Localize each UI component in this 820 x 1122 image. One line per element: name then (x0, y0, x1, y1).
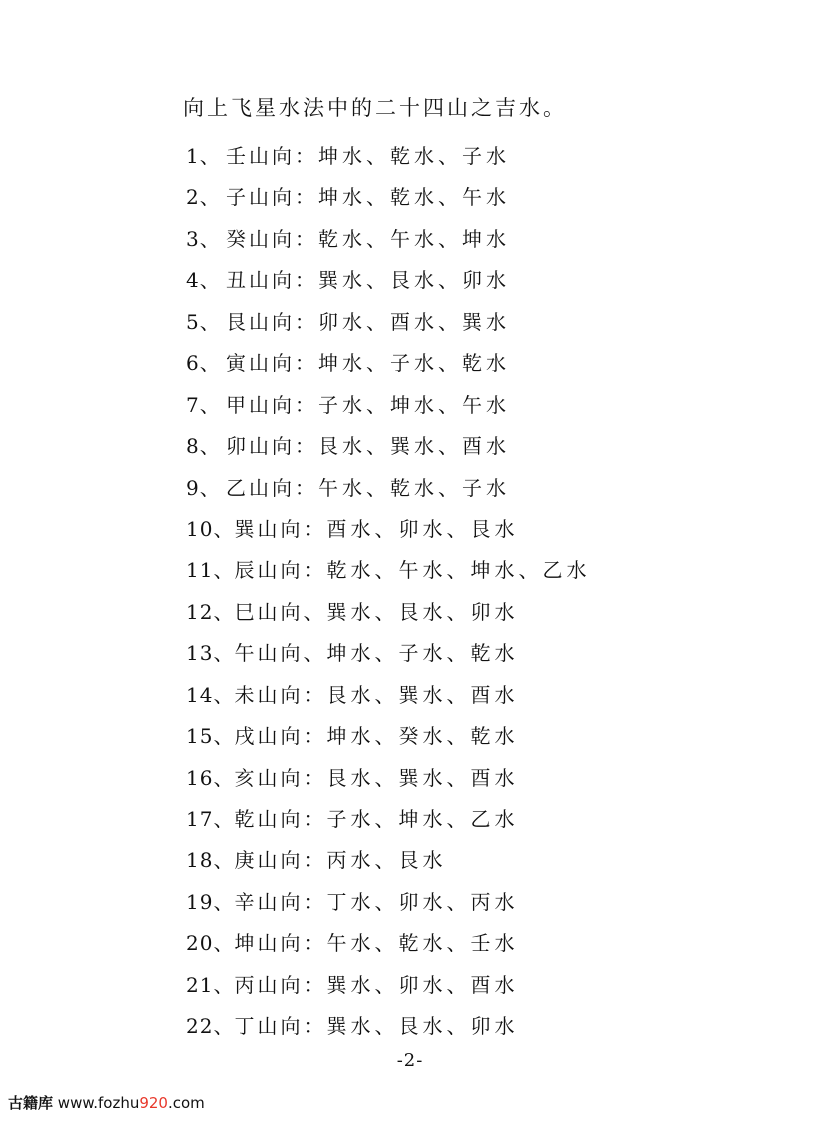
url-prefix: www.fozhu (57, 1094, 140, 1112)
mountain-direction: 辛山向： (234, 889, 327, 914)
auspicious-waters: 子水、坤水、午水 (318, 392, 510, 417)
mountain-direction: 巳山向、 (234, 599, 327, 624)
auspicious-waters: 艮水、巽水、酉水 (318, 434, 510, 459)
mountain-direction: 辰山向： (234, 558, 327, 583)
page-heading: 向上飞星水法中的二十四山之吉水。 (183, 96, 567, 120)
list-item (186, 592, 590, 633)
auspicious-waters: 巽水、艮水、卯水 (326, 1014, 519, 1039)
auspicious-waters: 巽水、卯水、酉水 (326, 972, 519, 997)
auspicious-waters: 卯水、酉水、巽水 (318, 309, 510, 334)
list-item (186, 799, 590, 840)
auspicious-waters: 坤水、乾水、子水 (318, 144, 510, 168)
mountain-direction: 子山向： (226, 185, 318, 210)
mountain-direction: 庚山向： (234, 848, 327, 873)
mountain-direction: 癸山向： (226, 226, 318, 251)
list-item (186, 260, 590, 301)
mountain-direction: 巽山向： (234, 516, 327, 541)
list-item (186, 468, 590, 509)
mountain-direction: 甲山向： (226, 392, 318, 417)
auspicious-waters: 巽水、艮水、卯水 (326, 599, 519, 624)
auspicious-waters: 子水、坤水、乙水 (326, 807, 519, 831)
item-number: 20、 (186, 931, 235, 956)
mountain-direction: 寅山向： (226, 351, 318, 376)
watermark-footer (8, 1092, 205, 1113)
list-item (186, 965, 590, 1006)
auspicious-waters: 坤水、乾水、午水 (318, 185, 510, 210)
mountain-direction: 壬山向： (226, 144, 318, 168)
mountain-direction: 乾山向： (234, 807, 327, 831)
list-item (186, 177, 590, 218)
site-url[interactable] (58, 1094, 205, 1112)
mountain-direction: 亥山向： (234, 765, 327, 790)
item-number: 11、 (186, 558, 235, 583)
item-number: 4、 (186, 268, 221, 293)
page-number: -2- (396, 1050, 424, 1071)
list-item (186, 550, 590, 591)
list-item (186, 758, 590, 799)
auspicious-waters: 艮水、巽水、酉水 (326, 765, 519, 790)
auspicious-waters: 巽水、艮水、卯水 (318, 268, 510, 293)
mountain-direction: 艮山向： (226, 309, 318, 334)
list-item (186, 343, 590, 384)
list-item (186, 882, 590, 923)
mountain-direction: 午山向、 (234, 641, 327, 666)
auspicious-waters: 午水、乾水、子水 (318, 475, 510, 500)
mountain-direction: 卯山向： (226, 434, 318, 459)
auspicious-waters: 坤水、癸水、乾水 (326, 724, 519, 749)
auspicious-waters: 乾水、午水、坤水、乙水 (326, 558, 591, 583)
item-number: 17、 (186, 807, 235, 831)
list-item (186, 633, 590, 674)
auspicious-waters: 艮水、巽水、酉水 (326, 682, 519, 707)
list-item (186, 1006, 590, 1047)
list-item (186, 219, 590, 260)
list-item (186, 716, 590, 757)
auspicious-water-list (186, 136, 590, 1048)
list-item (186, 426, 590, 467)
mountain-direction: 戌山向： (234, 724, 327, 749)
list-item (186, 302, 590, 343)
item-number: 21、 (186, 972, 235, 997)
list-item (186, 675, 590, 716)
item-number: 3、 (186, 226, 221, 251)
item-number: 7、 (186, 392, 221, 417)
item-number: 6、 (186, 351, 221, 376)
auspicious-waters: 午水、乾水、壬水 (326, 931, 519, 956)
list-item (186, 509, 590, 550)
auspicious-waters: 丙水、艮水 (326, 848, 447, 873)
auspicious-waters: 坤水、子水、乾水 (318, 351, 510, 376)
mountain-direction: 丙山向： (234, 972, 327, 997)
mountain-direction: 未山向： (234, 682, 327, 707)
list-item (186, 385, 590, 426)
item-number: 16、 (186, 765, 235, 790)
mountain-direction: 丁山向： (234, 1014, 327, 1039)
auspicious-waters: 丁水、卯水、丙水 (326, 889, 519, 914)
item-number: 9、 (186, 475, 221, 500)
item-number: 22、 (186, 1014, 235, 1039)
item-number: 15、 (186, 724, 235, 749)
auspicious-waters: 乾水、午水、坤水 (318, 226, 510, 251)
item-number: 18、 (186, 848, 235, 873)
list-item (186, 136, 590, 177)
list-item (186, 840, 590, 881)
item-number: 12、 (186, 599, 235, 624)
item-number: 19、 (186, 889, 235, 914)
auspicious-waters: 酉水、卯水、艮水 (326, 516, 519, 541)
mountain-direction: 丑山向： (226, 268, 318, 293)
item-number: 5、 (186, 309, 221, 334)
item-number: 13、 (186, 641, 235, 666)
item-number: 8、 (186, 434, 221, 459)
mountain-direction: 乙山向： (226, 475, 318, 500)
list-item (186, 923, 590, 964)
mountain-direction: 坤山向： (234, 931, 327, 956)
item-number: 1、 (186, 144, 221, 168)
auspicious-waters: 坤水、子水、乾水 (326, 641, 519, 666)
item-number: 14、 (186, 682, 235, 707)
url-suffix: .com (167, 1094, 205, 1112)
url-accent: 920 (139, 1094, 168, 1112)
site-name: 古籍库 (8, 1094, 54, 1112)
item-number: 10、 (186, 516, 235, 541)
item-number: 2、 (186, 185, 221, 210)
